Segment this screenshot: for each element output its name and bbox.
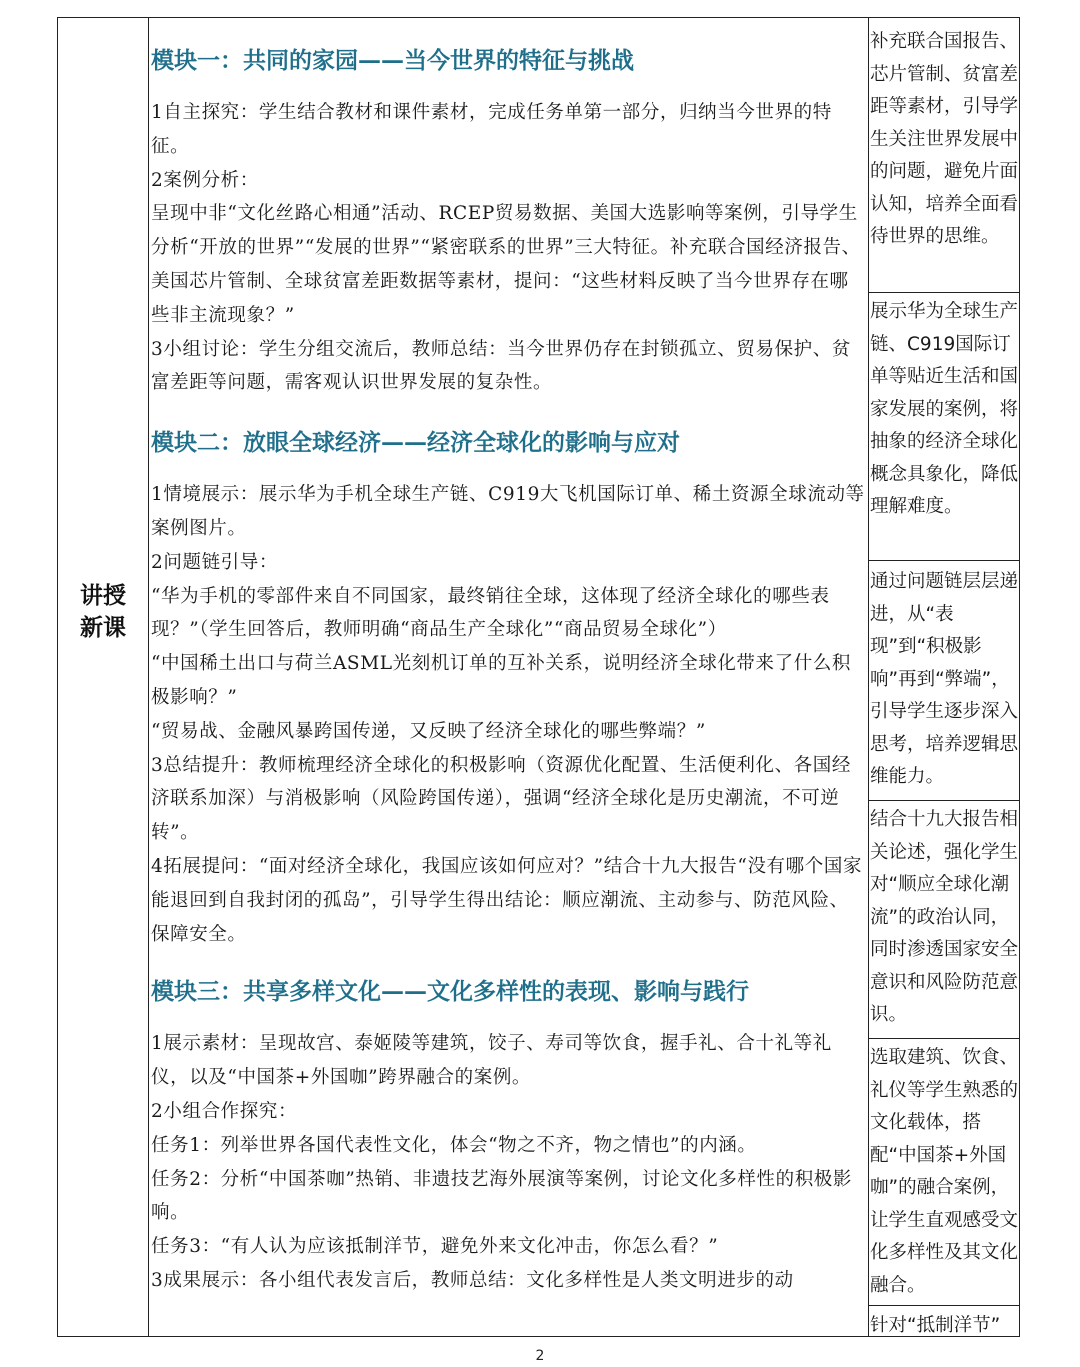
page-number: 2 [535,1348,545,1364]
paragraph: 3成果展示：各小组代表发言后，教师总结：文化多样性是人类文明进步的动 [151,1269,794,1291]
paragraph: 任务1：列举世界各国代表性文化，体会“物之不齐，物之情也”的内涵。 [151,1134,757,1156]
paragraph: 2问题链引导： [151,551,278,573]
paragraph: 3总结提升：教师梳理经济全球化的积极影响（资源优化配置、生活便利化、各国经济联系加深）与消极影响（风险跨国传递），强调“经济全球化是历史潮流，不可逆转”。 [151,754,851,844]
paragraph: 任务2：分析“中国茶咖”热销、非遗技艺海外展演等案例，讨论文化多样性的积极影响。 [151,1168,852,1224]
notes-divider [868,560,1020,561]
section-label: 讲授 新课 [80,583,126,641]
design-note: 结合十九大报告相关论述，强化学生对“顺应全球化潮流”的政治认同，同时渗透国家安全意识和风险防范意识。 [870,809,1019,1025]
paragraph: 2案例分析： [151,169,259,191]
lesson-content [151,38,867,1298]
paragraph: “贸易战、金融风暴跨国传递，又反映了经济全球化的哪些弊端？” [151,720,706,742]
paragraph: 1情境展示：展示华为手机全球生产链、C919大飞机国际订单、稀土资源全球流动等案例图片。 [151,484,865,539]
design-note: 补充联合国报告、芯片管制、贫富差距等素材，引导学生关注世界发展中的问题，避免片面认知，培养全面看待世界的思维。 [870,31,1019,247]
notes-divider [868,1305,1020,1306]
design-note: 选取建筑、饮食、礼仪等学生熟悉的文化载体，搭配“中国茶+外国咖”的融合案例，让学生直观感受文化多样性及其文化融合。 [870,1047,1019,1296]
paragraph: “华为手机的零部件来自不同国家，最终销往全球，这体现了经济全球化的哪些表现？”（学生回答后，教师明确“商品生产全球化”“商品贸易全球化”） [151,585,830,641]
paragraph: 任务3：“有人认为应该抵制洋节，避免外来文化冲击，你怎么看？” [151,1236,719,1258]
column-divider-right [868,17,869,1337]
paragraph: 1展示素材：呈现故宫、泰姬陵等建筑，饺子、寿司等饮食，握手礼、合十礼等礼仪，以及“中国茶+外国咖”跨界融合的案例。 [151,1033,832,1089]
notes-divider [868,1038,1020,1039]
paragraph: 1自主探究：学生结合教材和课件素材，完成任务单第一部分，归纳当今世界的特征。 [151,102,832,157]
notes-divider [868,292,1020,293]
module-title: 模块二：放眼全球经济——经济全球化的影响与应对 [151,429,680,457]
paragraph: 呈现中非“文化丝路心相通”活动、RCEP贸易数据、美国大选影响等案例，引导学生分析“开放的世界”“发展的世界”“紧密联系的世界”三大特征。补充联合国经济报告、美国芯片管制、全球贫富差距数据等素材，提问：“这些材料反映了当今世界存在哪些非主流现象？” [151,203,861,326]
column-divider-left [148,17,149,1337]
module-title: 模块三：共享多样文化——文化多样性的表现、影响与践行 [151,978,749,1006]
notes-divider [868,800,1020,801]
paragraph: 4拓展提问：“面对经济全球化，我国应该如何应对？”结合十九大报告“没有哪个国家能退回到自我封闭的孤岛”，引导学生得出结论：顺应潮流、主动参与、防范风险、保障安全。 [151,855,863,945]
paragraph: 2小组合作探究： [151,1100,298,1122]
paragraph: “中国稀土出口与荷兰ASML光刻机订单的互补关系，说明经济全球化带来了什么积极影响？” [151,653,852,708]
design-note: 针对“抵制洋节” [870,1315,1001,1336]
paragraph: 3小组讨论：学生分组交流后，教师总结：当今世界仍存在封锁孤立、贸易保护、贫富差距等问题，需客观认识世界发展的复杂性。 [151,338,851,394]
design-note: 展示华为全球生产链、C919国际订单等贴近生活和国家发展的案例，将抽象的经济全球化概念具象化，降低理解难度。 [870,301,1019,517]
design-note: 通过问题链层层递进，从“表现”到“积极影响”再到“弊端”，引导学生逐步深入思考，培养逻辑思维能力。 [870,571,1019,787]
module-title: 模块一：共同的家园——当今世界的特征与挑战 [151,47,634,74]
